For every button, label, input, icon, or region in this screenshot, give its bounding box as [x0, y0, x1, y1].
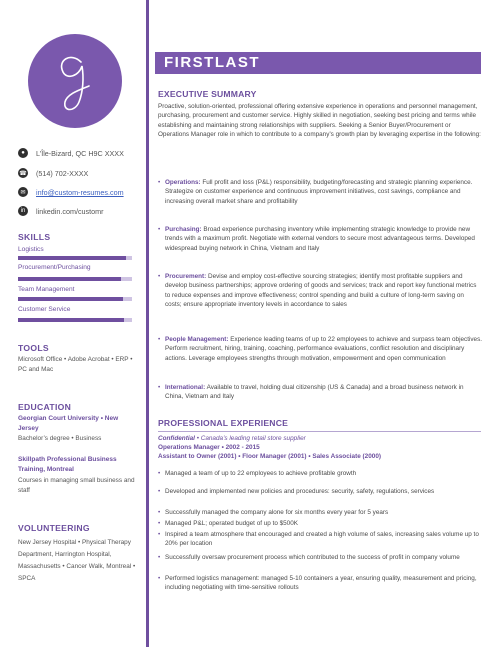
summary-bullet: [158, 335, 482, 363]
skill-bar-fill: [18, 318, 124, 322]
contact-email: [18, 187, 124, 197]
linkedin-icon: in: [18, 206, 28, 216]
summary-intro: Proactive, solution-oriented, professional offering extensive experience in operations and personnel management, purchasing, procurement and customer service. Highly skilled in negotiation, seeking best pricing and terms while establishing and maintaining strong relationships with suppliers. Seeking a Senior Buyer/Procurement or Operations Manager role in which to contribute to a company’s growth plan by leveraging expertise in the following:: [158, 103, 481, 139]
divider-line: [146, 0, 149, 647]
role-line: Operations Manager • 2002 - 2015: [158, 444, 260, 451]
email-link[interactable]: info@custom-resumes.com: [36, 187, 124, 197]
summary-bullet: [158, 383, 482, 402]
summary-bullet: [158, 178, 482, 206]
volunteering-heading: VOLUNTEERING: [18, 523, 90, 533]
contact-phone: [18, 168, 88, 178]
bullet-title: Operations:: [165, 179, 201, 186]
skills-heading: SKILLS: [18, 232, 51, 242]
education-detail: Courses in managing small business and staff: [18, 477, 135, 494]
experience-bullet: • Developed and implemented new policies and procedures: security, safety, regulations, services: [158, 487, 482, 496]
experience-heading: PROFESSIONAL EXPERIENCE: [158, 418, 289, 428]
skill-bar-fill: [18, 297, 123, 301]
bullet-title: International:: [165, 384, 206, 391]
bullet-text: Broad experience purchasing inventory while implementing strategic knowledge to provide new trends with a maximum profit. Negotiate with external vendors to secure most advantageous terms. Developed widespread buying network in China, Vietnam and Italy: [165, 226, 475, 252]
location-pin-icon: ●: [18, 148, 28, 158]
skill-bar-fill: [18, 277, 121, 281]
experience-bullet: • Managed a team of up to 22 employees to achieve profitable growth: [158, 469, 482, 478]
monogram-logo: [28, 34, 122, 128]
bullet-text: Devise and employ cost-effective sourcing strategies; identify most profitable suppliers and develop business partnerships; approve ordering of goods and services; track and report key functional metrics to reduce expenses and improve effectiveness; control spending and build a culture of long-term saving on costs; ensure appropriate inventory levels in accordance to sales: [165, 273, 477, 309]
skill-bar-fill: [18, 256, 126, 260]
previous-roles-line: Assistant to Owner (2001) • Floor Manager (2001) • Sales Associate (2000): [158, 453, 382, 460]
bullet-text: Available to travel, holding dual citizenship (US & Canada) and a broad business network in China, Vietnam and Italy: [165, 384, 464, 401]
volunteering-text: New Jersey Hospital • Physical Therapy Department, Harrington Hospital, Massachusetts • Cancer Walk, Montreal • SPCA: [18, 539, 136, 582]
education-detail: Bachelor’s degree • Business: [18, 435, 102, 442]
bullet-title: People Management:: [165, 336, 229, 343]
bullet-title: Procurement:: [165, 273, 207, 280]
experience-bullet: • Successfully oversaw procurement process which contributed to the success of profit in company volume: [158, 553, 482, 562]
skill-label: Logistics: [18, 246, 44, 253]
phone-text: (514) 702-XXXX: [36, 168, 89, 178]
address-text: L’Île-Bizard, QC H9C XXXX: [36, 148, 124, 158]
skill-bar: [18, 297, 132, 301]
summary-heading: EXECUTIVE SUMMARY: [158, 89, 257, 99]
skill-bar: [18, 277, 132, 281]
education-heading: EDUCATION: [18, 402, 72, 412]
email-icon: ✉: [18, 187, 28, 197]
contact-linkedin: [18, 206, 104, 216]
skill-bar: [18, 318, 132, 322]
candidate-name: FIRSTLAST: [164, 54, 260, 71]
experience-bullet: • Performed logistics management: managed 5-10 containers a year, ensuring quality, measurement and pricing, including negotiating with time-sensitive rollouts: [158, 574, 482, 593]
tools-text: Microsoft Office • Adobe Acrobat • ERP • PC and Mac: [18, 356, 133, 373]
company-line: [158, 434, 482, 443]
linkedin-text[interactable]: linkedin.com/customr: [36, 206, 104, 216]
bullet-title: Purchasing:: [165, 226, 202, 233]
phone-icon: ☎: [18, 168, 28, 178]
tools-heading: TOOLS: [18, 343, 49, 353]
monogram-g-icon: [45, 46, 105, 116]
skill-label: Procurement/Purchasing: [18, 264, 91, 271]
education-school: Georgian Court University • New Jersey: [18, 415, 119, 432]
section-rule: [158, 431, 481, 432]
company-name: Confidential: [158, 435, 195, 442]
skill-bar: [18, 256, 132, 260]
education-school: Skillpath Professional Business Training, Montreal: [18, 456, 117, 473]
contact-address: [18, 148, 124, 158]
skill-label: Team Management: [18, 286, 75, 293]
company-description: • Canada’s leading retail store supplier: [194, 435, 306, 442]
bullet-text: Experience leading teams of up to 22 employees to achieve and surpass team objectives. Perform recruitment, hiring, training, coaching, performance evaluations, conflict resolution and disciplinary actions. Leverage employees strengths through motivation, empowerment and open communication: [165, 336, 482, 362]
bullet-text: Full profit and loss (P&L) responsibility, budgeting/forecasting and strategic planning experience. Strategize on customer experience and continuous improvement initiatives, cost savings, compliance and increasing overall market share and profitability: [165, 179, 473, 205]
experience-bullet: • Inspired a team atmosphere that encouraged and created a high volume of sales, increasing sales volume up to 20% per location: [158, 530, 482, 549]
name-banner: [155, 52, 481, 74]
experience-bullet: • Successfully managed the company alone for six months every year for 5 years: [158, 508, 482, 517]
sidebar: [0, 0, 146, 647]
summary-bullet: [158, 225, 482, 253]
skill-label: Customer Service: [18, 306, 71, 313]
summary-bullet: [158, 272, 482, 310]
experience-bullet: • Managed P&L; operated budget of up to $500K: [158, 519, 482, 528]
